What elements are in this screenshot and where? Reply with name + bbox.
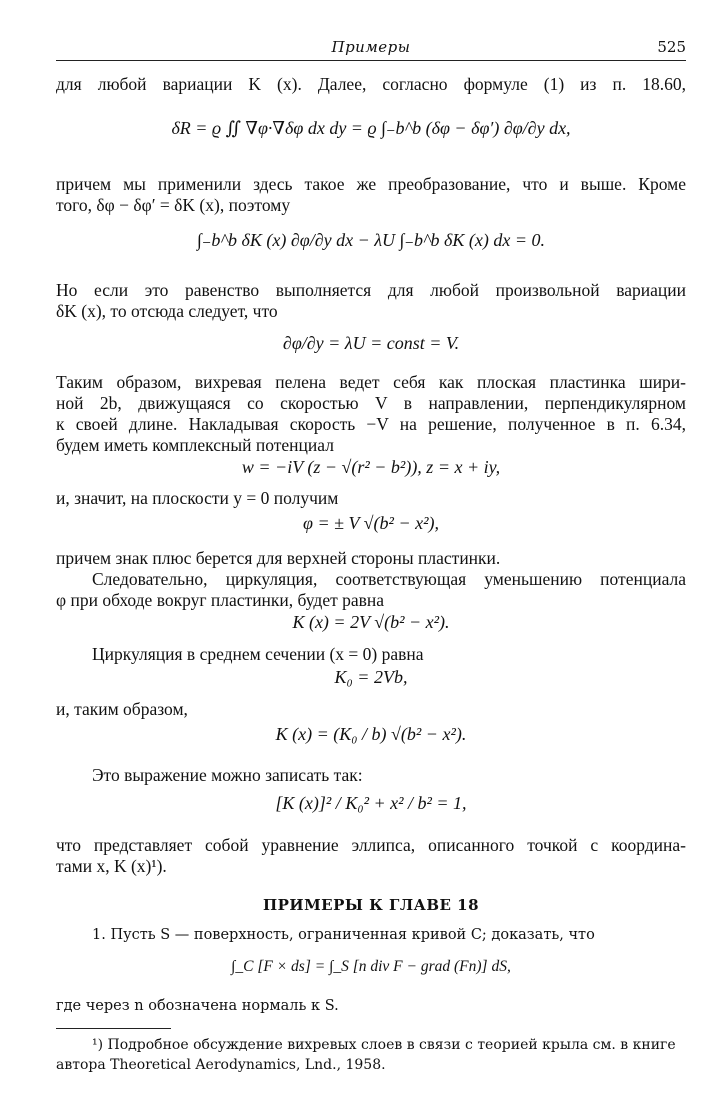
text-line: причем мы применили здесь такое же преобразование, что и выше. Кроме <box>56 174 686 194</box>
formula-complex-potential: w = −iV (z − √(r² − b²)), z = x + iy, <box>241 457 501 477</box>
text-line: Но если это равенство выполняется для любой произвольной вариации <box>56 280 686 300</box>
text-line: Таким образом, вихревая пелена ведет себя как плоская пластинка шири- <box>56 372 686 392</box>
running-title: Примеры <box>331 38 411 56</box>
text-line: и, таким образом, <box>56 699 188 719</box>
text-line: к своей длине. Накладывая скорость −V на решение, полученное в п. 6.34, <box>56 414 686 434</box>
example-formula: ∫_C [F × ds] = ∫_S [n div F − grad (Fn)] dS, <box>231 958 511 975</box>
section-heading: ПРИМЕРЫ К ГЛАВЕ 18 <box>262 896 480 914</box>
text-line: будем иметь комплексный потенциал <box>56 435 334 455</box>
footnote-line: ¹) Подробное обсуждение вихревых слоев в связи с теорией крыла см. в книге <box>92 1037 676 1053</box>
formula-integral-condition: ∫₋b^b δK (x) ∂φ/∂y dx − λU ∫₋b^b δK (x) dx = 0. <box>196 230 546 250</box>
text-line: Это выражение можно записать так: <box>92 765 363 785</box>
formula-potential-plate: φ = ± V √(b² − x²), <box>303 513 439 533</box>
text-line: и, значит, на плоскости y = 0 получим <box>56 488 339 508</box>
example-line: 1. Пусть S — поверхность, ограниченная кривой C; доказать, что <box>92 927 595 943</box>
text-line: Следовательно, циркуляция, соответствующая уменьшению потенциала <box>92 569 686 589</box>
text-line: что представляет собой уравнение эллипса, описанного точкой с координа- <box>56 835 686 855</box>
footnote-rule <box>56 1028 171 1029</box>
text-line: для любой вариации K (x). Далее, согласно формуле (1) из п. 18.60, <box>56 74 686 94</box>
text-line: ной 2b, движущаяся со скоростью V в направлении, перпендикулярном <box>56 393 686 413</box>
text-line: Циркуляция в среднем сечении (x = 0) равна <box>92 644 424 664</box>
formula-circulation: K (x) = 2V √(b² − x²). <box>292 612 450 632</box>
text-line: δK (x), то отсюда следует, что <box>56 301 278 321</box>
example-line: где через n обозначена нормаль к S. <box>56 998 339 1014</box>
formula-circulation-normalized: K (x) = (K₀ / b) √(b² − x²). <box>275 724 467 744</box>
text-line: тами x, K (x)¹). <box>56 856 167 876</box>
text-line: причем знак плюс берется для верхней стороны пластинки. <box>56 548 501 568</box>
running-head <box>56 38 686 61</box>
formula-const-velocity: ∂φ/∂y = λU = const = V. <box>282 333 460 353</box>
formula-ellipse: [K (x)]² / K₀² + x² / b² = 1, <box>275 793 467 813</box>
formula-central-circulation: K₀ = 2Vb, <box>334 667 408 687</box>
text-line: того, δφ − δφ′ = δK (x), поэтому <box>56 195 291 215</box>
page-number: 525 <box>657 38 686 56</box>
text-line: φ при обходе вокруг пластинки, будет равна <box>56 590 385 610</box>
formula-variation-resistance: δR = ϱ ∬ ∇φ·∇δφ dx dy = ϱ ∫₋b^b (δφ − δφ′) ∂φ/∂y dx, <box>171 118 571 138</box>
footnote-line: автора Theoretical Aerodynamics, Lnd., 1958. <box>56 1057 386 1073</box>
